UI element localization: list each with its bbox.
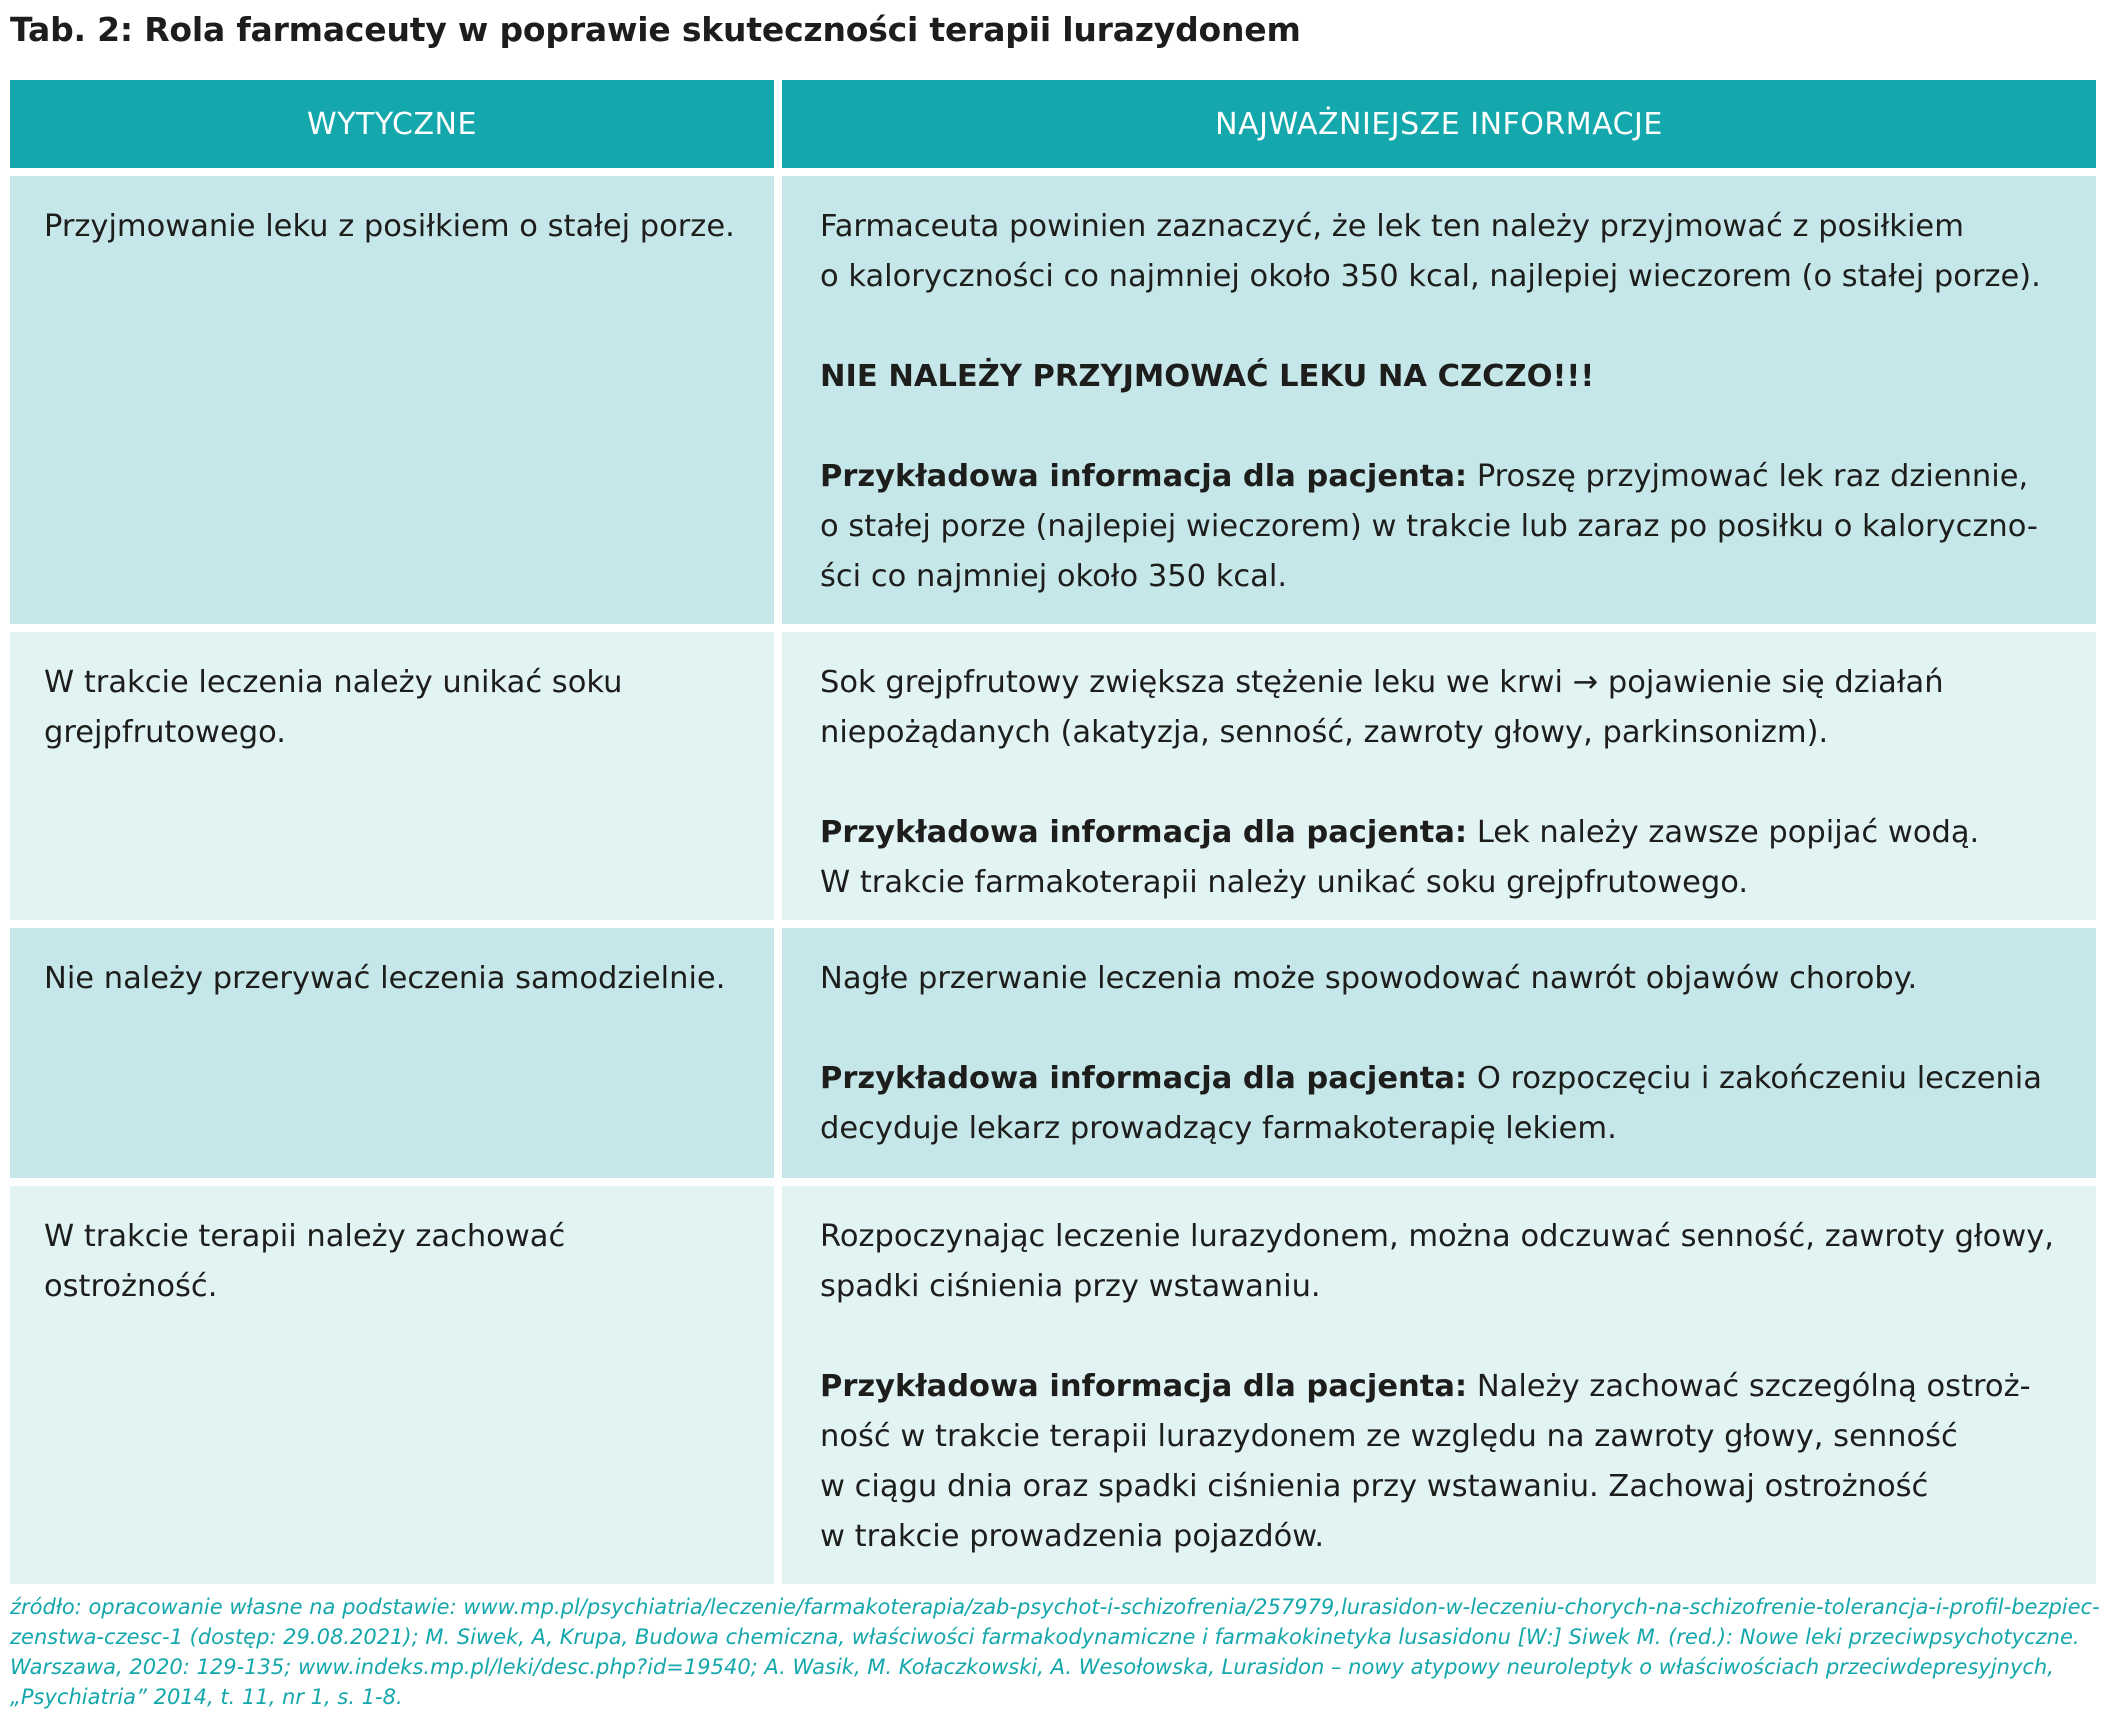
row-4-information xyxy=(782,1186,2096,1584)
row-2-guideline xyxy=(10,632,774,920)
source-line: „Psychiatria” 2014, t. 11, nr 1, s. 1-8. xyxy=(10,1685,403,1709)
header-key-information: NAJWAŻNIEJSZE INFORMACJE xyxy=(782,80,2096,168)
patient-info-line: ność w trakcie terapii lurazydonem ze względu na zawroty głowy, senność xyxy=(820,1419,1958,1454)
patient-info-line: W trakcie farmakoterapii należy unikać soku grejpfrutowego. xyxy=(820,865,1749,900)
info-line: Nagłe przerwanie leczenia może spowodować nawrót objawów choroby. xyxy=(820,961,1918,996)
info-line: o kaloryczności co najmniej około 350 kcal, najlepiej wieczorem (o stałej porze). xyxy=(820,259,2041,294)
info-line: Farmaceuta powinien zaznaczyć, że lek ten należy przyjmować z posiłkiem xyxy=(820,209,1964,244)
info-line: spadki ciśnienia przy wstawaniu. xyxy=(820,1269,1321,1304)
guideline-text: grejpfrutowego. xyxy=(44,715,286,750)
row-1-guideline xyxy=(10,176,774,624)
row-3-information xyxy=(782,928,2096,1178)
row-3-guideline xyxy=(10,928,774,1178)
guideline-text: W trakcie terapii należy zachować ostrożność. xyxy=(44,1219,566,1304)
source-line: Warszawa, 2020: 129-135; www.indeks.mp.pl/leki/desc.php?id=19540; A. Wasik, M. Kołaczkowski, A. Wesołowska, Lurasidon – nowy atypowy neuroleptyk o właściwościach przeciwdepresyjnych, xyxy=(10,1655,2054,1679)
table-title: Tab. 2: Rola farmaceuty w poprawie skuteczności terapii lurazydonem xyxy=(10,10,1301,49)
patient-info-label: Przykładowa informacja dla pacjenta: xyxy=(820,815,1468,850)
patient-info-line: w ciągu dnia oraz spadki ciśnienia przy wstawaniu. Zachowaj ostrożność xyxy=(820,1469,1929,1504)
patient-info-label: Przykładowa informacja dla pacjenta: xyxy=(820,1061,1468,1096)
patient-info-line: Lek należy zawsze popijać wodą. xyxy=(1476,815,1980,850)
patient-info-label: Przykładowa informacja dla pacjenta: xyxy=(820,1369,1468,1404)
patient-info-line: ści co najmniej około 350 kcal. xyxy=(820,559,1288,594)
source-line: źródło: opracowanie własne na podstawie: www.mp.pl/psychiatria/leczenie/farmakoterapia/zab-psychot-i-schizofrenia/257979,lurasidon-w-leczeniu-chorych-na-schizofrenie-tolerancja-i-profil-bezpiec- xyxy=(10,1595,2100,1619)
guideline-text: Przyjmowanie leku z posiłkiem o stałej porze. xyxy=(44,209,735,244)
patient-info-line: decyduje lekarz prowadzący farmakoterapię lekiem. xyxy=(820,1111,1617,1146)
patient-info-line: o stałej porze (najlepiej wieczorem) w trakcie lub zaraz po posiłku o kaloryczno- xyxy=(820,509,2038,544)
patient-info-line: Należy zachować szczególną ostroż- xyxy=(1476,1369,2031,1404)
info-line: niepożądanych (akatyzja, senność, zawroty głowy, parkinsonizm). xyxy=(820,715,1829,750)
patient-info-label: Przykładowa informacja dla pacjenta: xyxy=(820,459,1468,494)
row-4-guideline xyxy=(10,1186,774,1584)
guidelines-table xyxy=(10,80,2096,1584)
patient-info-line: O rozpoczęciu i zakończeniu leczenia xyxy=(1476,1061,2042,1096)
info-line: Rozpoczynając leczenie lurazydonem, można odczuwać senność, zawroty głowy, xyxy=(820,1219,2054,1254)
warning-text: NIE NALEŻY PRZYJMOWAĆ LEKU NA CZCZO!!! xyxy=(820,359,1595,394)
patient-info-line: w trakcie prowadzenia pojazdów. xyxy=(820,1519,1325,1554)
source-note xyxy=(10,1592,2100,1712)
guideline-text: Nie należy przerywać leczenia samodzielnie. xyxy=(44,961,726,996)
row-1-information xyxy=(782,176,2096,624)
guideline-text: W trakcie leczenia należy unikać soku xyxy=(44,665,623,700)
source-line: zenstwa-czesc-1 (dostęp: 29.08.2021); M. Siwek, A, Krupa, Budowa chemiczna, właściwości farmakodynamiczne i farmakokinetyka lusasidonu [W:] Siwek M. (red.): Nowe leki przeciwpsychotyczne. xyxy=(10,1625,2080,1649)
info-line: Sok grejpfrutowy zwiększa stężenie leku we krwi → pojawienie się działań xyxy=(820,665,1944,700)
header-guidelines: WYTYCZNE xyxy=(10,80,774,168)
patient-info-line: Proszę przyjmować lek raz dziennie, xyxy=(1476,459,2029,494)
row-2-information xyxy=(782,632,2096,920)
